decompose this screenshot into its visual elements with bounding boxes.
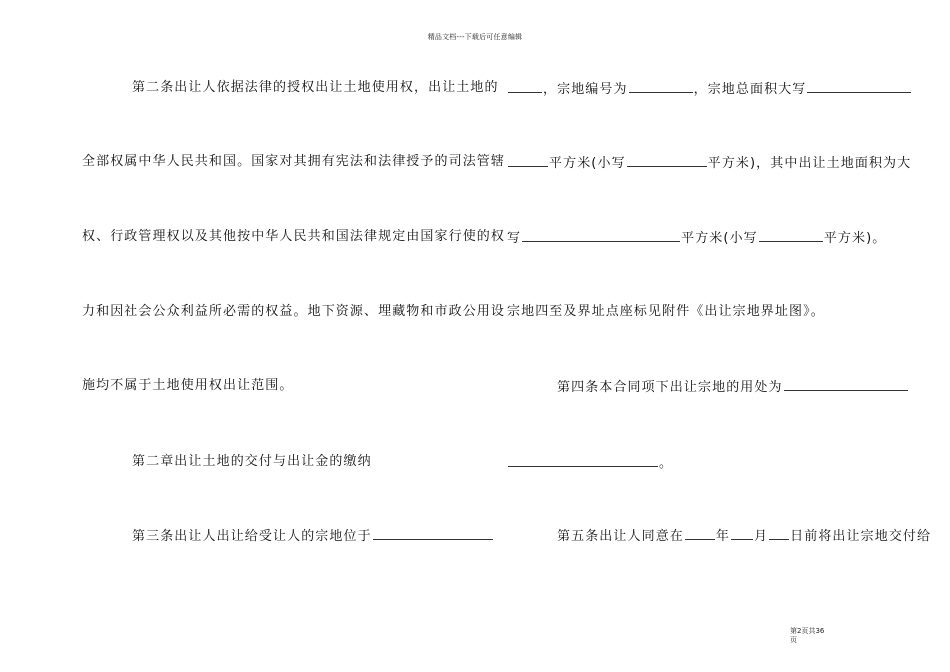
text-run: 平方米)。	[823, 231, 887, 246]
chapter-heading: 第二章出让土地的交付与出让金的缴纳	[132, 454, 372, 469]
paragraph-line	[507, 454, 891, 472]
paragraph-line	[507, 378, 891, 396]
paragraph-line	[507, 229, 891, 247]
fill-blank[interactable]	[807, 80, 911, 93]
paragraph-line: 施均不属于土地使用权出让范围。	[82, 378, 294, 393]
text-run: 平方米)，其中出让土地面积为大	[707, 156, 912, 171]
paragraph-line	[507, 527, 932, 545]
fill-blank[interactable]	[685, 527, 715, 540]
fill-blank[interactable]	[629, 80, 693, 93]
text-run: 第五条出让人同意在	[557, 529, 684, 544]
fill-blank[interactable]	[508, 454, 658, 467]
text-run: 平方米(小写	[681, 231, 758, 246]
page-header: 精品文档---下载后可任意编辑	[427, 33, 523, 41]
page-number	[790, 627, 840, 645]
text-run: 日前将出让宗地交付给	[790, 529, 932, 544]
text-run: 月	[754, 529, 769, 544]
text-run: 第四条本合同项下出让宗地的用处为	[557, 380, 783, 395]
text-run: 平方米(小写	[549, 156, 626, 171]
fill-blank[interactable]	[508, 154, 548, 167]
fill-blank[interactable]	[759, 229, 823, 242]
paragraph-line	[507, 80, 891, 98]
paragraph-line: 权、行政管理权以及其他按中华人民共和国法律规定由国家行使的权	[82, 229, 506, 244]
page-number-line: 页	[790, 636, 797, 644]
right-column	[507, 0, 932, 672]
text-run: 写	[507, 231, 522, 246]
fill-blank[interactable]	[731, 527, 753, 540]
fill-blank[interactable]	[769, 527, 789, 540]
paragraph-line: 第二条出让人依据法律的授权出让土地使用权，出让土地的	[132, 80, 499, 95]
paragraph-line	[507, 154, 912, 172]
text-run: ，宗地总面积大写	[693, 82, 807, 97]
text-run: 。	[659, 456, 674, 471]
paragraph-line: 力和因社会公众利益所必需的权益。地下资源、埋藏物和市政公用设	[82, 304, 506, 319]
fill-blank[interactable]	[508, 80, 542, 93]
text-run: ，宗地编号为	[543, 82, 628, 97]
fill-blank[interactable]	[627, 154, 707, 167]
fill-blank[interactable]	[373, 527, 493, 540]
page-number-line: 第2页共36	[790, 627, 825, 635]
paragraph-line: 宗地四至及界址点座标见附件《出让宗地界址图》。	[507, 304, 825, 319]
fill-blank[interactable]	[522, 229, 680, 242]
article-text: 第三条出让人出让给受让人的宗地位于	[132, 529, 372, 544]
text-run: 年	[715, 529, 731, 544]
paragraph-line	[82, 527, 474, 545]
fill-blank[interactable]	[784, 378, 908, 391]
paragraph-line: 全部权属中华人民共和国。国家对其拥有宪法和法律授予的司法管辖	[82, 154, 506, 169]
